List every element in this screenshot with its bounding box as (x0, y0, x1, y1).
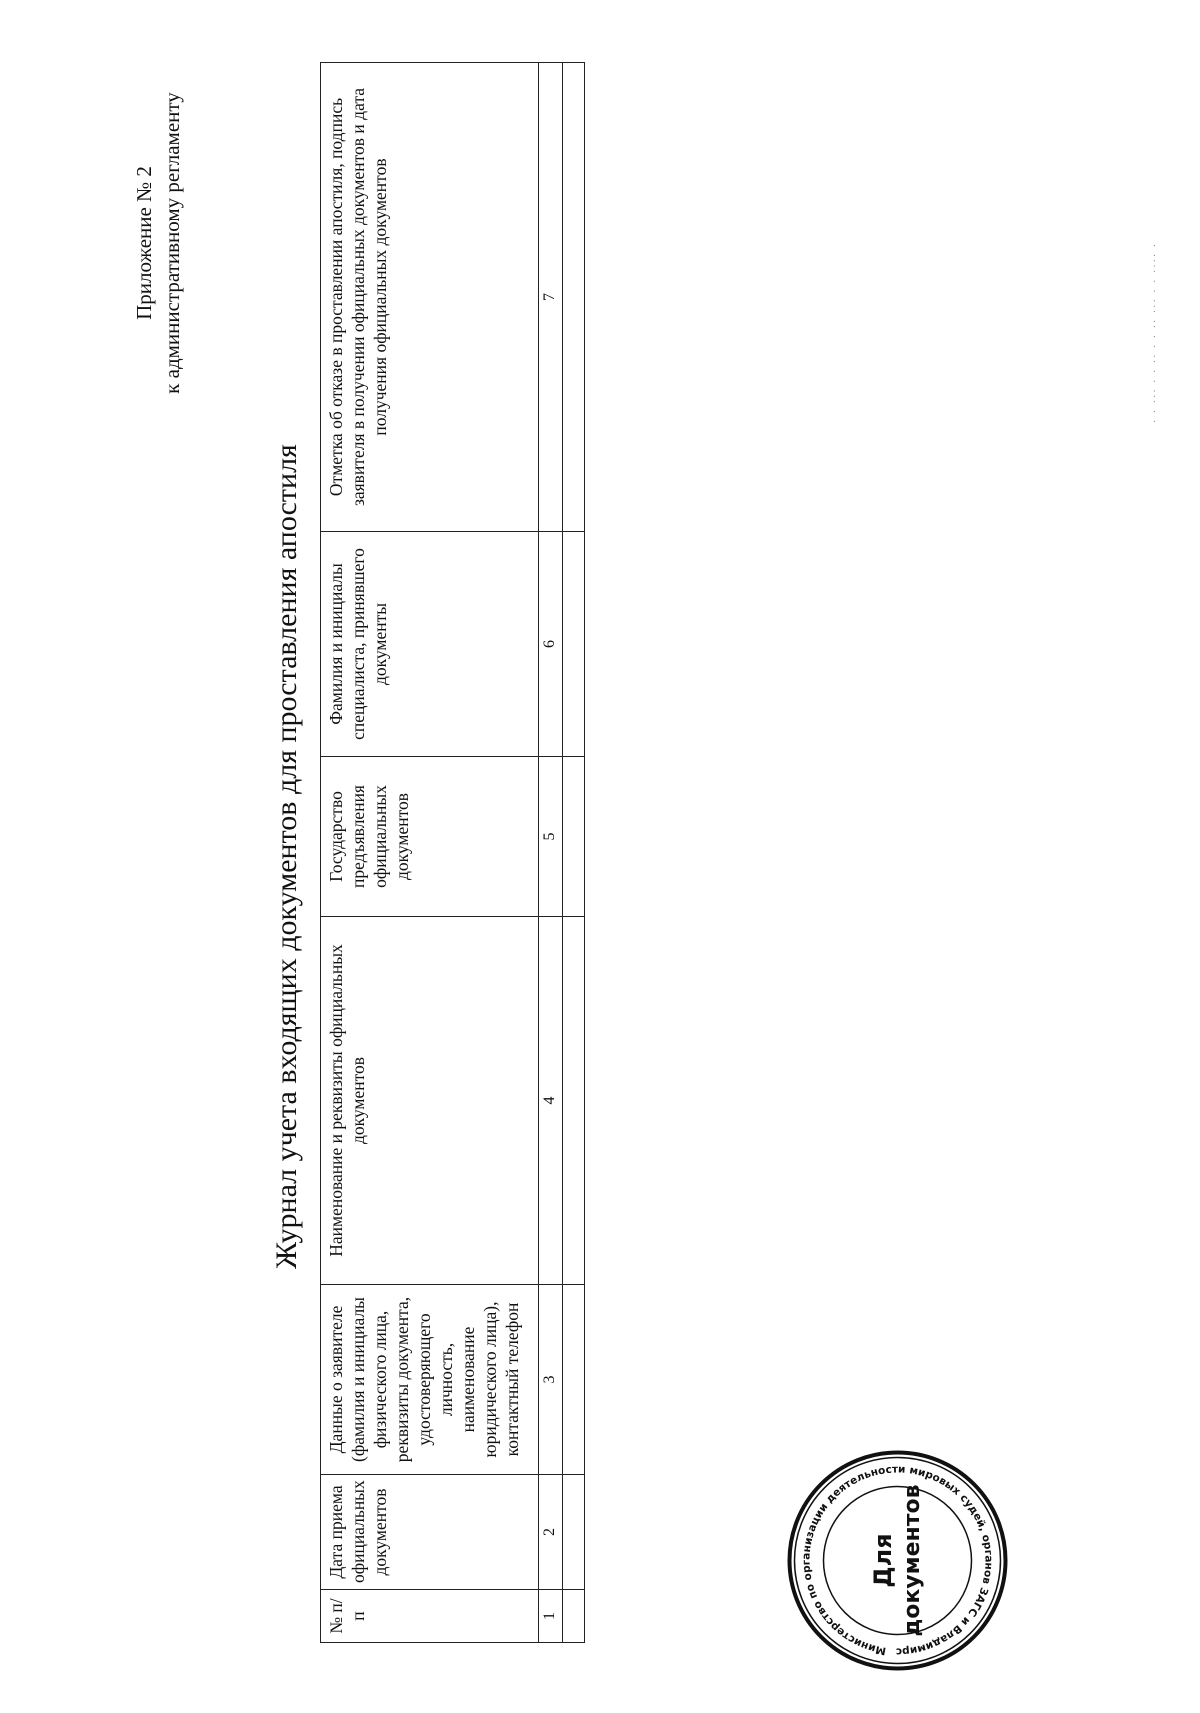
stamp-inner-ring (795, 1458, 1001, 1664)
column-number-row (538, 63, 562, 1643)
empty-cell (562, 917, 584, 1285)
column-number: 2 (538, 1475, 562, 1590)
header-cell: Наименование и реквизиты официальных документов (321, 917, 539, 1285)
journal-table (320, 62, 585, 1643)
header-cell: Фамилия и инициалы специалиста, принявшего документы (321, 532, 539, 757)
column-number: 5 (538, 757, 562, 917)
empty-cell (562, 757, 584, 917)
column-number: 6 (538, 532, 562, 757)
header-row (321, 63, 539, 1643)
empty-row (562, 63, 584, 1643)
empty-cell (562, 1590, 584, 1643)
empty-cell (562, 63, 584, 532)
empty-cell (562, 1475, 584, 1590)
header-cell: Государство предъявления официальных документов (321, 757, 539, 917)
column-number: 3 (538, 1285, 562, 1475)
official-stamp (785, 1448, 1010, 1673)
header-cell: Дата приема официальных документов (321, 1475, 539, 1590)
column-number: 4 (538, 917, 562, 1285)
header-cell: № п/п (321, 1590, 539, 1643)
scan-edge-noise: · · ··· · · ·· · · ·· ··· · · ···· · (1150, 241, 1161, 423)
appendix-note (130, 43, 186, 443)
stamp-center-line-2: документов (900, 1484, 925, 1637)
stamp-seal (785, 1448, 1010, 1673)
appendix-line-1: Приложение № 2 (132, 166, 156, 320)
stamp-center-line-1: Для (869, 1533, 897, 1588)
empty-cell (562, 1285, 584, 1475)
column-number: 7 (538, 63, 562, 532)
empty-cell (562, 532, 584, 757)
header-cell: Данные о заявителе (фамилия и инициалы физического лица, реквизиты документа, удостоверяющего личность, наименование юридического лица), контактный телефон (321, 1285, 539, 1475)
header-cell: Отметка об отказе в проставлении апостиля, подпись заявителя в получении официальных документов и дата получения официальных документов (321, 63, 539, 532)
column-number: 1 (538, 1590, 562, 1643)
journal-title: Журнал учета входящих документов для проставления апостиля (270, 444, 303, 1269)
stamp-ring-text: Министерство по организации деятельности мировых судей, органов ЗАГС и Владимирс (800, 1463, 995, 1658)
appendix-line-2: к административному регламенту (160, 92, 184, 394)
stamp-center-ring (824, 1487, 972, 1635)
stamp-outer-ring (790, 1453, 1006, 1669)
